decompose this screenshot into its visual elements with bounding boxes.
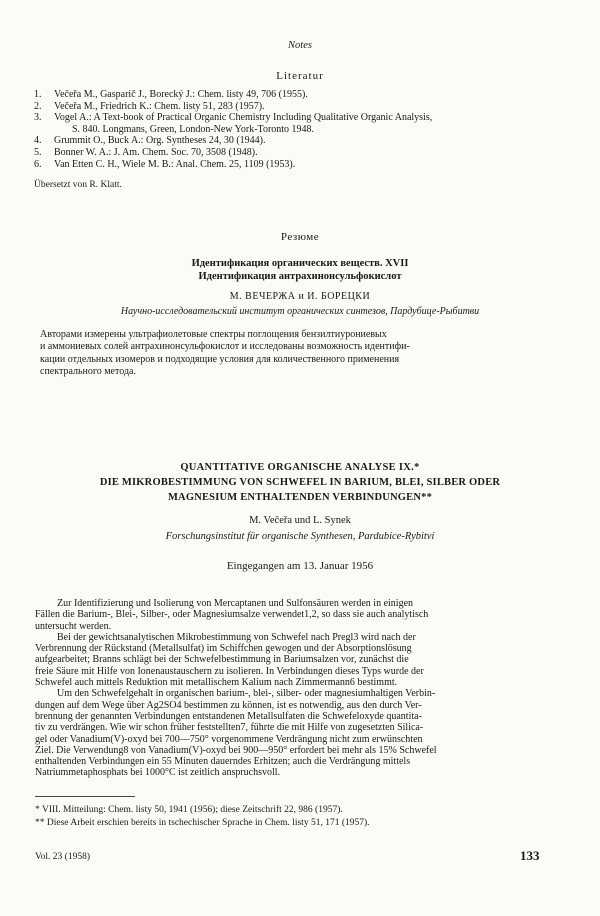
body-line: Fällen die Barium-, Blei-, Silber-, oder Magnesiumsalze verwendet1,2, so dass sie auch analytisch bbox=[35, 609, 429, 621]
resume-institute: Научно-исследовательский институт органических синтезов, Пардубице-Рыбитви bbox=[120, 306, 480, 317]
reference-item bbox=[34, 89, 554, 101]
body-line: tiv zu verdrängen. Wie wir schon früher feststellten7, führte die mit Hilfe von zugesetzten Silica- bbox=[35, 722, 424, 734]
body-line: Schwefel auch mittels Reduktion mit metallischem Kalium nach Zimmermann6 bestimmt. bbox=[35, 677, 398, 689]
received-date: Eingegangen am 13. Januar 1956 bbox=[226, 560, 374, 572]
reference-number: 6. bbox=[34, 158, 42, 170]
reference-item bbox=[34, 112, 554, 135]
resume-line: кации отдельных изомеров и подходящие условия для количественного применения bbox=[40, 353, 400, 365]
reference-text: Bonner W. A.: J. Am. Chem. Soc. 70, 3508 (1948). bbox=[54, 146, 258, 158]
resume-body bbox=[40, 329, 558, 379]
reference-number: 4. bbox=[34, 135, 42, 147]
reference-text: Vogel A.: A Text-book of Practical Organic Chemistry Including Qualitative Organic Analysis, bbox=[54, 112, 433, 124]
article-title-line3: MAGNESIUM ENTHALTENDEN VERBINDUNGEN** bbox=[167, 492, 433, 503]
reference-item bbox=[34, 159, 554, 171]
reference-number: 5. bbox=[34, 146, 42, 158]
running-head: Notes bbox=[288, 40, 312, 51]
footnote-rule bbox=[35, 796, 135, 797]
resume-heading: Резюме bbox=[280, 231, 320, 243]
body-line: gel oder Vanadium(V)-oxyd bei 700—750° vorgenommene Verdrängung nicht zum erwünschten bbox=[35, 733, 423, 745]
resume-line: и аммониевых солей антрахинонсульфокислот и исследованы возможность идентифи- bbox=[40, 341, 410, 353]
reference-item bbox=[34, 135, 554, 147]
body-line: aufgearbeitet; Branns schlägt bei der Schwefelbestimmung in Bariumsalzen vor, zunächst die bbox=[35, 654, 409, 666]
body-line: Zur Identifizierung und Isolierung von Mercaptanen und Sulfonsäuren werden in einigen bbox=[57, 598, 414, 609]
reference-text: Večeřa M., Gasparič J., Borecký J.: Chem. listy 49, 706 (1955). bbox=[54, 89, 308, 100]
body-line: dungen auf dem Wege über Ag2SO4 bestimmen zu können, ist es notwendig, aus den durch Ver- bbox=[35, 699, 422, 711]
body-line: Natriummetaphosphats bei 1000°C ist zeitlich anspruchsvoll. bbox=[35, 767, 281, 779]
resume-title: Идентификация органических веществ. XVII bbox=[191, 258, 409, 269]
reference-text-continued: S. 840. Longmans, Green, London-New York-Toronto 1948. bbox=[72, 123, 315, 135]
reference-text: Van Etten C. H., Wiele M. B.: Anal. Chem. 25, 1109 (1953). bbox=[54, 158, 296, 170]
reference-number: 1. bbox=[34, 89, 42, 100]
body-line: freie Säure mit Hilfe von Ionenaustauschern zu isolieren. In Verbindungen dieses Typs wurde der bbox=[35, 665, 424, 677]
article-body bbox=[35, 598, 558, 779]
body-line: Verbrennung der Rückstand (Metallsulfat) im Schiffchen gewogen und der Absorptionslösung bbox=[35, 643, 412, 655]
body-line: Ziel. Die Verwendung8 von Vanadium(V)-oxyd bei 900—950° erfordert bei mehr als 15% Schwefel bbox=[35, 744, 437, 756]
reference-number: 2. bbox=[34, 100, 42, 112]
reference-text: Večeřa M., Friedrich K.: Chem. listy 51, 283 (1957). bbox=[54, 100, 265, 112]
reference-number: 3. bbox=[34, 112, 42, 124]
article-authors: M. Večeřa und L. Synek bbox=[249, 515, 351, 526]
resume-line: Авторами измерены ультрафиолетовые спектры поглощения бензилтиурониевых bbox=[40, 329, 387, 340]
resume-subtitle: Идентификация антрахинонсульфокислот bbox=[198, 271, 402, 282]
reference-text: Grummit O., Buck A.: Org. Syntheses 24, 30 (1944). bbox=[54, 135, 266, 147]
article-title-line1: QUANTITATIVE ORGANISCHE ANALYSE IX.* bbox=[180, 462, 420, 473]
resume-authors: М. ВЕЧЕРЖА и И. БОРЕЦКИ bbox=[229, 291, 371, 302]
article-institute: Forschungsinstitut für organische Synthesen, Pardubice-Rybitví bbox=[165, 531, 435, 542]
article-title-line2: DIE MIKROBESTIMMUNG VON SCHWEFEL IN BARIUM, BLEI, SILBER ODER bbox=[99, 477, 501, 488]
body-line: Um den Schwefelgehalt in organischen barium-, blei-, silber- oder magnesiumhaltigen Verbin- bbox=[57, 688, 436, 700]
reference-item bbox=[34, 147, 554, 159]
page-number: 133 bbox=[520, 848, 540, 863]
body-line: enthaltenden Verbindungen ein 55 Minuten dauerndes Erhitzen; auch die Verdrängung mittels bbox=[35, 756, 411, 768]
volume-label: Vol. 23 (1958) bbox=[35, 852, 90, 862]
translator-note: Übersetzt von R. Klatt. bbox=[34, 180, 122, 190]
body-line: untersucht werden. bbox=[35, 620, 112, 632]
reference-item bbox=[34, 101, 554, 113]
body-line: Bei der gewichtsanalytischen Mikrobestimmung von Schwefel nach Pregl3 wird nach der bbox=[57, 631, 416, 643]
reference-list bbox=[34, 89, 554, 170]
footnote-1: * VIII. Mitteilung: Chem. listy 50, 1941 (1956); diese Zeitschrift 22, 986 (1957). bbox=[35, 805, 343, 815]
footnote-2: ** Diese Arbeit erschien bereits in tschechischer Sprache in Chem. listy 51, 171 (1957). bbox=[35, 818, 370, 828]
body-line: brennung der genannten Verbindungen entstandenen Metallsulfaten die Schwefeloxyde quantita- bbox=[35, 710, 422, 722]
resume-line: спектрального метода. bbox=[40, 366, 136, 378]
literature-heading: Literatur bbox=[276, 70, 324, 82]
